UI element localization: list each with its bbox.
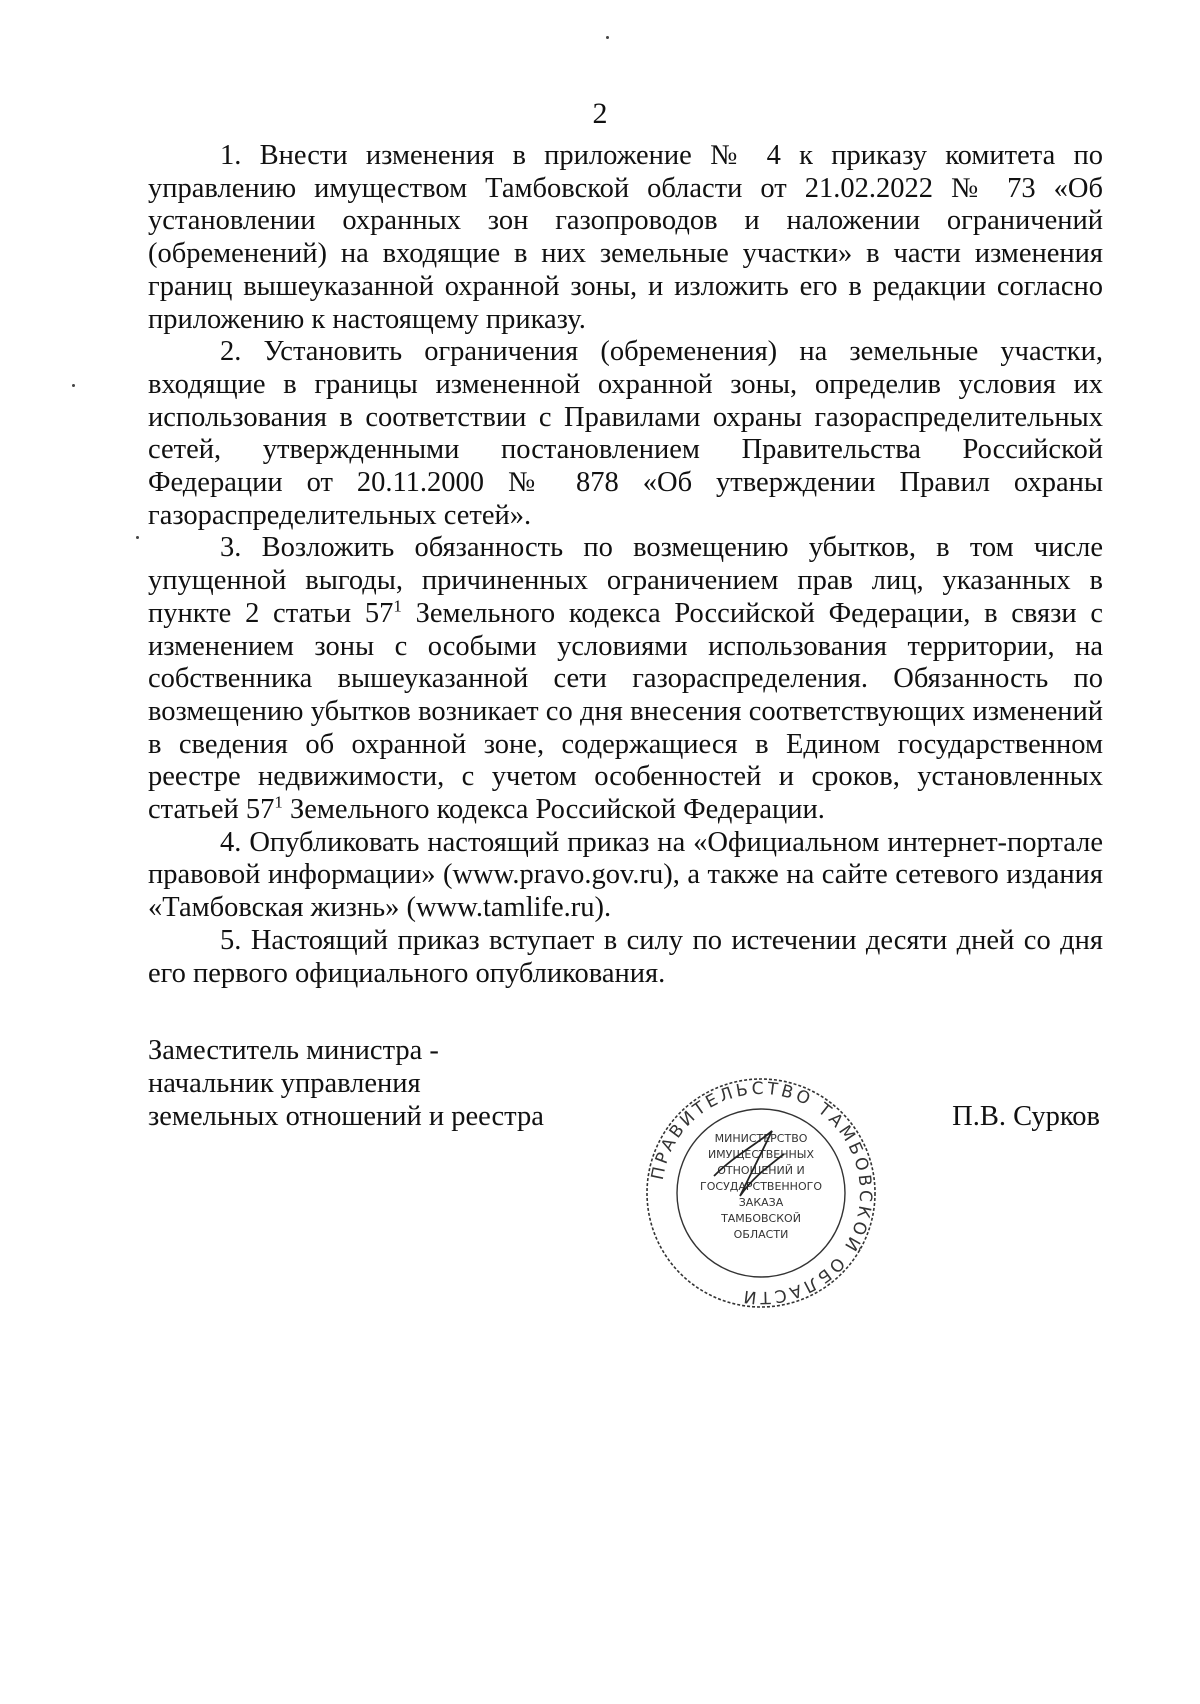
paragraph-3-text-a: 3. Возложить обязанность по возмещению убытков, в том числе упущенной выгоды, причиненных ограничением прав лиц, указанных в пункте 2 статьи 57 xyxy=(148,532,1103,629)
seal-outer-text: ПРАВИТЕЛЬСТВО ТАМБОВСКОЙ ОБЛАСТИ xyxy=(647,1078,876,1308)
paragraph-3-text-c: Земельного кодекса Российской Федерации. xyxy=(282,794,825,826)
paragraph-5: 5. Настоящий приказ вступает в силу по истечении десяти дней со дня его первого официального опубликования. xyxy=(148,924,1103,989)
signer-line: Заместитель министра - xyxy=(148,1035,439,1066)
seal-line: ОТНОШЕНИЙ И xyxy=(717,1164,805,1177)
signer-line: земельных отношений и реестра xyxy=(148,1101,544,1132)
paragraph-1: 1. Внести изменения в приложение № 4 к приказу комитета по управлению имуществом Тамбовской области от 21.02.2022 № 73 «Об установлении охранных зон газопроводов и наложении ограничений (обременений) на входящие в них земельные участки» в части изменения границ вышеуказанной охранной зоны, и изложить его в редакции согласно приложению к настоящему приказу. xyxy=(148,140,1103,335)
scan-speck xyxy=(136,536,139,539)
paragraph-2: 2. Установить ограничения (обременения) на земельные участки, входящие в границы измененной охранной зоны, определив условия их использования в соответствии с Правилами охраны газораспределительных сетей, утвержденными постановлением Правительства Российской Федерации от 20.11.2000 № 878 «Об утверждении Правил охраны газораспределительных сетей». xyxy=(148,336,1103,531)
superscript-1: 1 xyxy=(274,792,283,812)
seal-line: ТАМБОВСКОЙ xyxy=(721,1212,801,1225)
seal-line: МИНИСТЕРСТВО xyxy=(714,1132,808,1145)
document-body xyxy=(148,140,1103,990)
signer-line: начальник управления xyxy=(148,1068,421,1099)
scan-speck xyxy=(606,36,609,39)
scan-speck xyxy=(72,384,75,387)
seal-line: ИМУЩЕСТВЕННЫХ xyxy=(707,1148,815,1161)
signer-position xyxy=(148,1034,544,1133)
paragraph-4: 4. Опубликовать настоящий приказ на «Официальном интернет-портале правовой информации» (www.pravo.gov.ru), а также на сайте сетевого издания «Тамбовская жизнь» (www.tamlife.ru). xyxy=(148,826,1103,924)
paragraph-3-text-b: Земельного кодекса Российской Федерации, в связи с изменением зоны с особыми условиями использования территории, на собственника вышеуказанной сети газораспределения. Обязанность по возмещению убытков возникает со дня внесения соответствующих изменений в сведения об охранной зоне, содержащиеся в Едином государственном реестре недвижимости, с учетом особенностей и сроков, установленных статьей 57 xyxy=(148,597,1103,826)
page-number: 2 xyxy=(592,97,608,130)
signatory-name: П.В. Сурков xyxy=(952,1101,1100,1132)
svg-text:ПРАВИТЕЛЬСТВО ТАМБОВСКОЙ ОБЛАС xyxy=(648,1079,875,1307)
seal-line: ОБЛАСТИ xyxy=(733,1228,789,1241)
paragraph-3 xyxy=(148,532,1103,826)
seal-line: ГОСУДАРСТВЕННОГО xyxy=(700,1180,822,1193)
official-seal xyxy=(644,1076,878,1310)
superscript-1: 1 xyxy=(393,596,402,616)
seal-line: ЗАКАЗА xyxy=(738,1196,784,1209)
